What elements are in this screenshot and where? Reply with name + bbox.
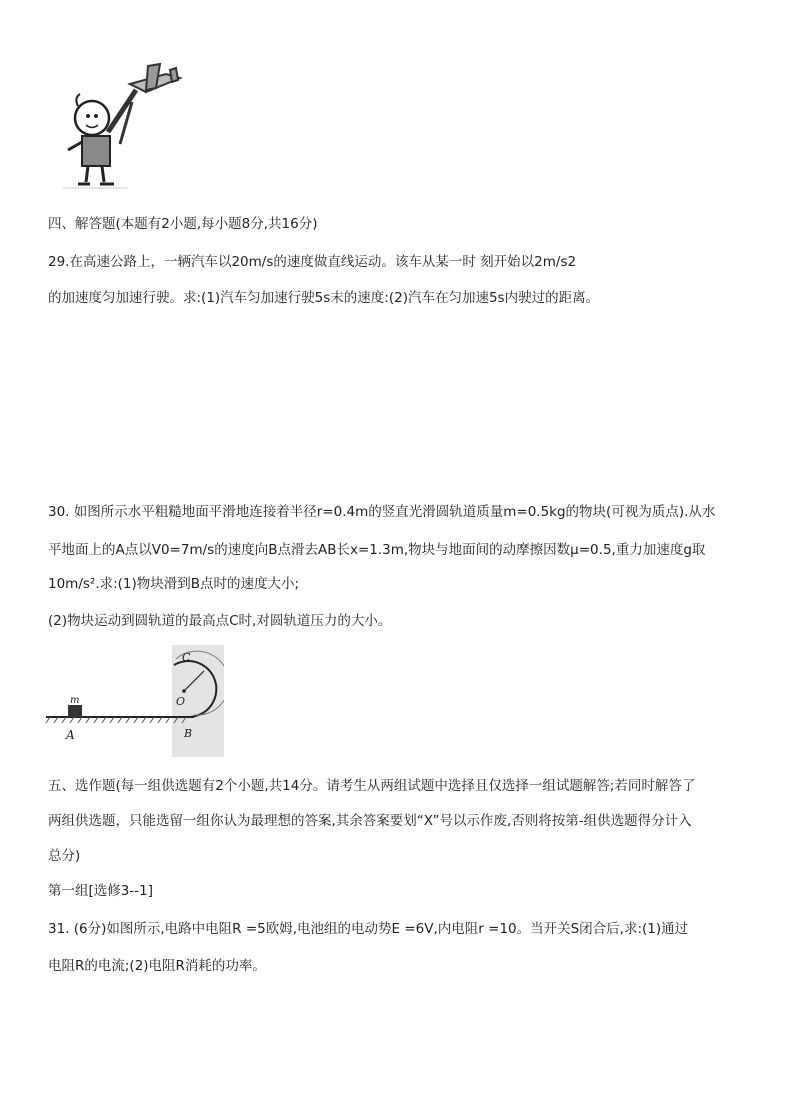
section-5-line-2: 两组供选题，只能选留一组你认为最理想的答案,其余答案要划“X”号以示作废,否则将按第-组供选题得分计入	[48, 813, 692, 829]
section-5-line-1: 五、选作题(每一组供选题有2个小题,共14分。请考生从两组试题中选择且仅选择一组试题解答;若同时解答了	[48, 778, 696, 794]
label-c: C	[182, 651, 191, 664]
group-1-title: 第一组[选修3--1]	[48, 883, 153, 899]
question-31-line-1: 31. (6分)如图所示,电路中电阻R =5欧姆,电池组的电动势E =6V,内电阻r =10。当开关S闭合后,求:(1)通过	[48, 921, 689, 937]
question-31-line-2: 电阻R的电流;(2)电阻R消耗的功率。	[48, 958, 266, 974]
label-o: O	[176, 695, 186, 708]
question-30-line-1: 30. 如图所示水平粗糙地面平滑地连接着半径r=0.4m的竖直光滑圆轨道质量m=0.5kg的物块(可视为质点).从水	[48, 504, 716, 520]
question-30-line-4: (2)物块运动到圆轨道的最高点C时,对圆轨道压力的大小。	[48, 613, 392, 629]
label-m: m	[70, 695, 80, 706]
question-30-line-3: 10m/s².求:(1)物块滑到B点时的速度大小;	[48, 576, 300, 592]
question-30-track-figure	[44, 645, 224, 757]
block	[68, 705, 82, 717]
question-30-line-2: 平地面上的A点以V0=7m/s的速度向B点滑去AB长x=1.3m,物块与地面间的动摩擦因数μ=0.5,重力加速度g取	[48, 542, 706, 558]
section-5-line-3: 总分)	[48, 848, 81, 864]
label-a: A	[66, 728, 75, 742]
question-29-line-2: 的加速度匀加速行驶。求:(1)汽车匀加速行驶5s末的速度:(2)汽车在匀加速5s内驶过的距离。	[48, 290, 600, 306]
section-4-heading: 四、解答题(本题有2小题,每小题8分,共16分)	[48, 216, 318, 232]
question-29-line-1: 29.在高速公路上，一辆汽车以20m/s的速度做直线运动。该车从某一时 刻开始以2m/s2	[48, 254, 577, 270]
label-b: B	[184, 727, 193, 740]
child-airplane-illustration	[58, 62, 190, 192]
